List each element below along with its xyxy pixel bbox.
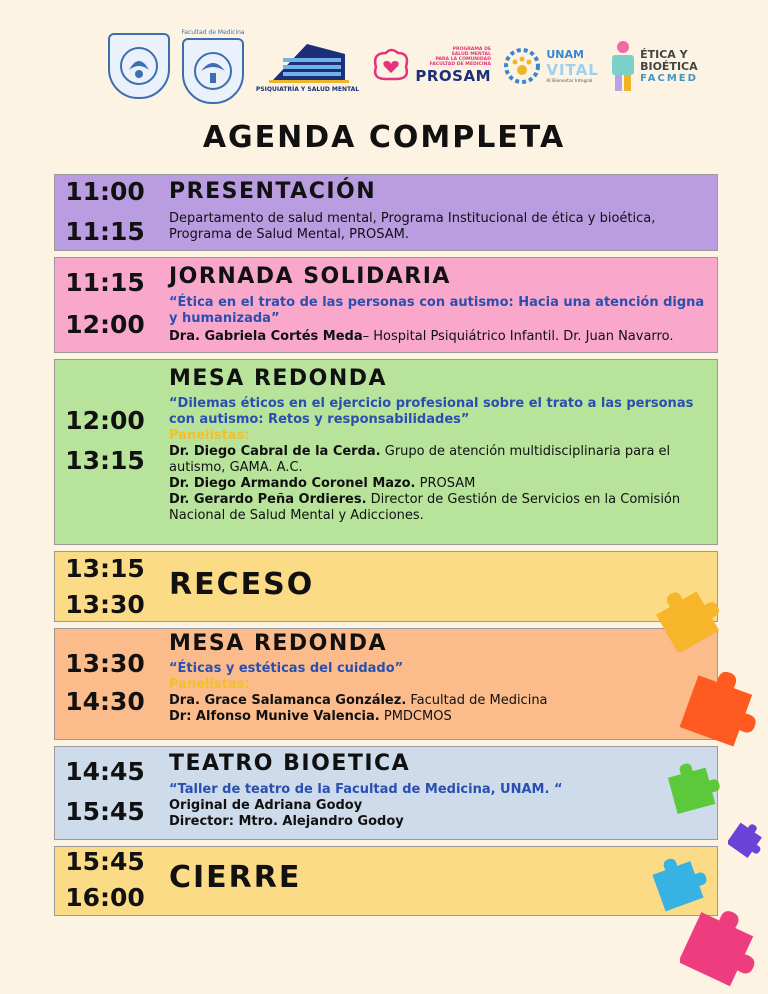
facultad-medicina-logo — [181, 29, 244, 104]
event-title: PRESENTACIÓN — [169, 179, 377, 204]
panelists-label: Panelistas: — [169, 677, 250, 692]
puzzle-piece-icon — [680, 900, 768, 994]
end-time: 15:45 — [65, 797, 145, 826]
facultad-caption: Facultad de Medicina — [181, 28, 245, 36]
start-time: 13:30 — [65, 649, 145, 678]
start-time: 11:15 — [65, 268, 145, 297]
panelist-item: Dr: Alfonso Munive Valencia. PMDCMOS — [169, 709, 452, 724]
unam-vital-logo: UNAM VITAL Al Bienestar Integral — [502, 46, 598, 86]
end-time: 13:15 — [65, 446, 145, 475]
puzzle-piece-shape — [680, 663, 768, 751]
agenda-item-mesa-redonda-1 — [54, 359, 718, 545]
puzzle-piece-icon — [680, 660, 768, 756]
agenda-item-receso — [54, 551, 718, 622]
panelist-item: Dra. Grace Salamanca González. Facultad de Medicina — [169, 693, 548, 708]
puzzle-piece-shape — [651, 580, 729, 652]
agenda-item-mesa-redonda-2 — [54, 628, 718, 740]
event-credit: Original de Adriana Godoy — [169, 798, 363, 813]
panelist-item: Dr. Diego Cabral de la Cerda. Grupo de atención multidisciplinaria para el autismo, GAMA. A.C. — [169, 444, 671, 475]
end-time: 16:00 — [65, 883, 145, 912]
puzzle-piece-shape — [680, 900, 768, 992]
event-title: TEATRO BIOETICA — [169, 751, 411, 776]
start-time: 15:45 — [65, 847, 145, 876]
event-title: CIERRE — [169, 860, 302, 895]
event-quote: “Éticas y estéticas del cuidado” — [169, 661, 404, 676]
event-credit: Director: Mtro. Alejandro Godoy — [169, 814, 404, 829]
page-title: AGENDA COMPLETA — [202, 120, 566, 155]
agenda-item-cierre — [54, 846, 718, 916]
unam-seal-logo — [108, 33, 170, 99]
psiquiatria-logo — [256, 40, 359, 93]
event-speaker — [169, 329, 709, 345]
end-time: 11:15 — [65, 217, 145, 246]
puzzle-piece-shape — [728, 818, 768, 862]
brain-heart-icon — [370, 47, 412, 85]
puzzle-piece-shape — [666, 757, 724, 814]
start-time: 14:45 — [65, 757, 145, 786]
start-time: 11:00 — [65, 177, 145, 206]
prosam-name: PROSAM — [415, 67, 492, 85]
puzzle-piece-icon — [728, 812, 768, 868]
panelist-item: Dr. Diego Armando Coronel Mazo. PROSAM — [169, 476, 476, 491]
start-time: 13:15 — [65, 554, 145, 583]
agenda-item-jornada-solidaria — [54, 257, 718, 353]
event-title: JORNADA SOLIDARIA — [169, 264, 451, 289]
event-title: MESA REDONDA — [169, 631, 388, 656]
puzzle-piece-icon — [662, 756, 728, 816]
panelists-label: Panelistas: — [169, 428, 250, 443]
paw-circle-icon — [502, 46, 542, 86]
logo-bar — [108, 30, 698, 102]
agenda-item-presentacion — [54, 174, 718, 251]
psiquiatria-caption: PSIQUIATRÍA Y SALUD MENTAL — [255, 85, 360, 93]
person-figure-icon — [610, 40, 636, 92]
event-title: MESA REDONDA — [169, 366, 388, 391]
speaker-affiliation: – Hospital Psiquiátrico Infantil. Dr. Juan Navarro. — [362, 329, 674, 344]
etica-bioetica-logo: ÉTICA Y BIOÉTICA FACMED — [610, 40, 698, 92]
end-time: 13:30 — [65, 590, 145, 619]
panelist-item: Dr. Gerardo Peña Ordieres. Director de Gestión de Servicios en la Comisión Nacional de Salud Mental y Adicciones. — [169, 492, 681, 523]
end-time: 12:00 — [65, 310, 145, 339]
prosam-logo: PROGRAMA DE SALUD MENTAL PARA LA COMUNIDAD FACULTAD DE MEDICINA PROSAM — [370, 47, 491, 85]
start-time: 12:00 — [65, 406, 145, 435]
event-quote: “Dilemas éticos en el ejercicio profesional sobre el trato a las personas con autismo: Retos y responsabilidades” — [169, 396, 694, 427]
puzzle-piece-icon — [650, 580, 730, 652]
event-description: Departamento de salud mental, Programa Institucional de ética y bioética, Programa de Salud Mental, PROSAM. — [169, 211, 656, 242]
agenda-item-teatro-bioetica — [54, 746, 718, 840]
event-title: RECESO — [169, 567, 315, 602]
speaker-name: Dra. Gabriela Cortés Meda — [169, 329, 363, 344]
event-quote: “Taller de teatro de la Facultad de Medicina, UNAM. “ — [169, 782, 563, 797]
end-time: 14:30 — [65, 687, 145, 716]
event-quote: “Ética en el trato de las personas con autismo: Hacia una atención digna y humanizada” — [169, 295, 705, 326]
